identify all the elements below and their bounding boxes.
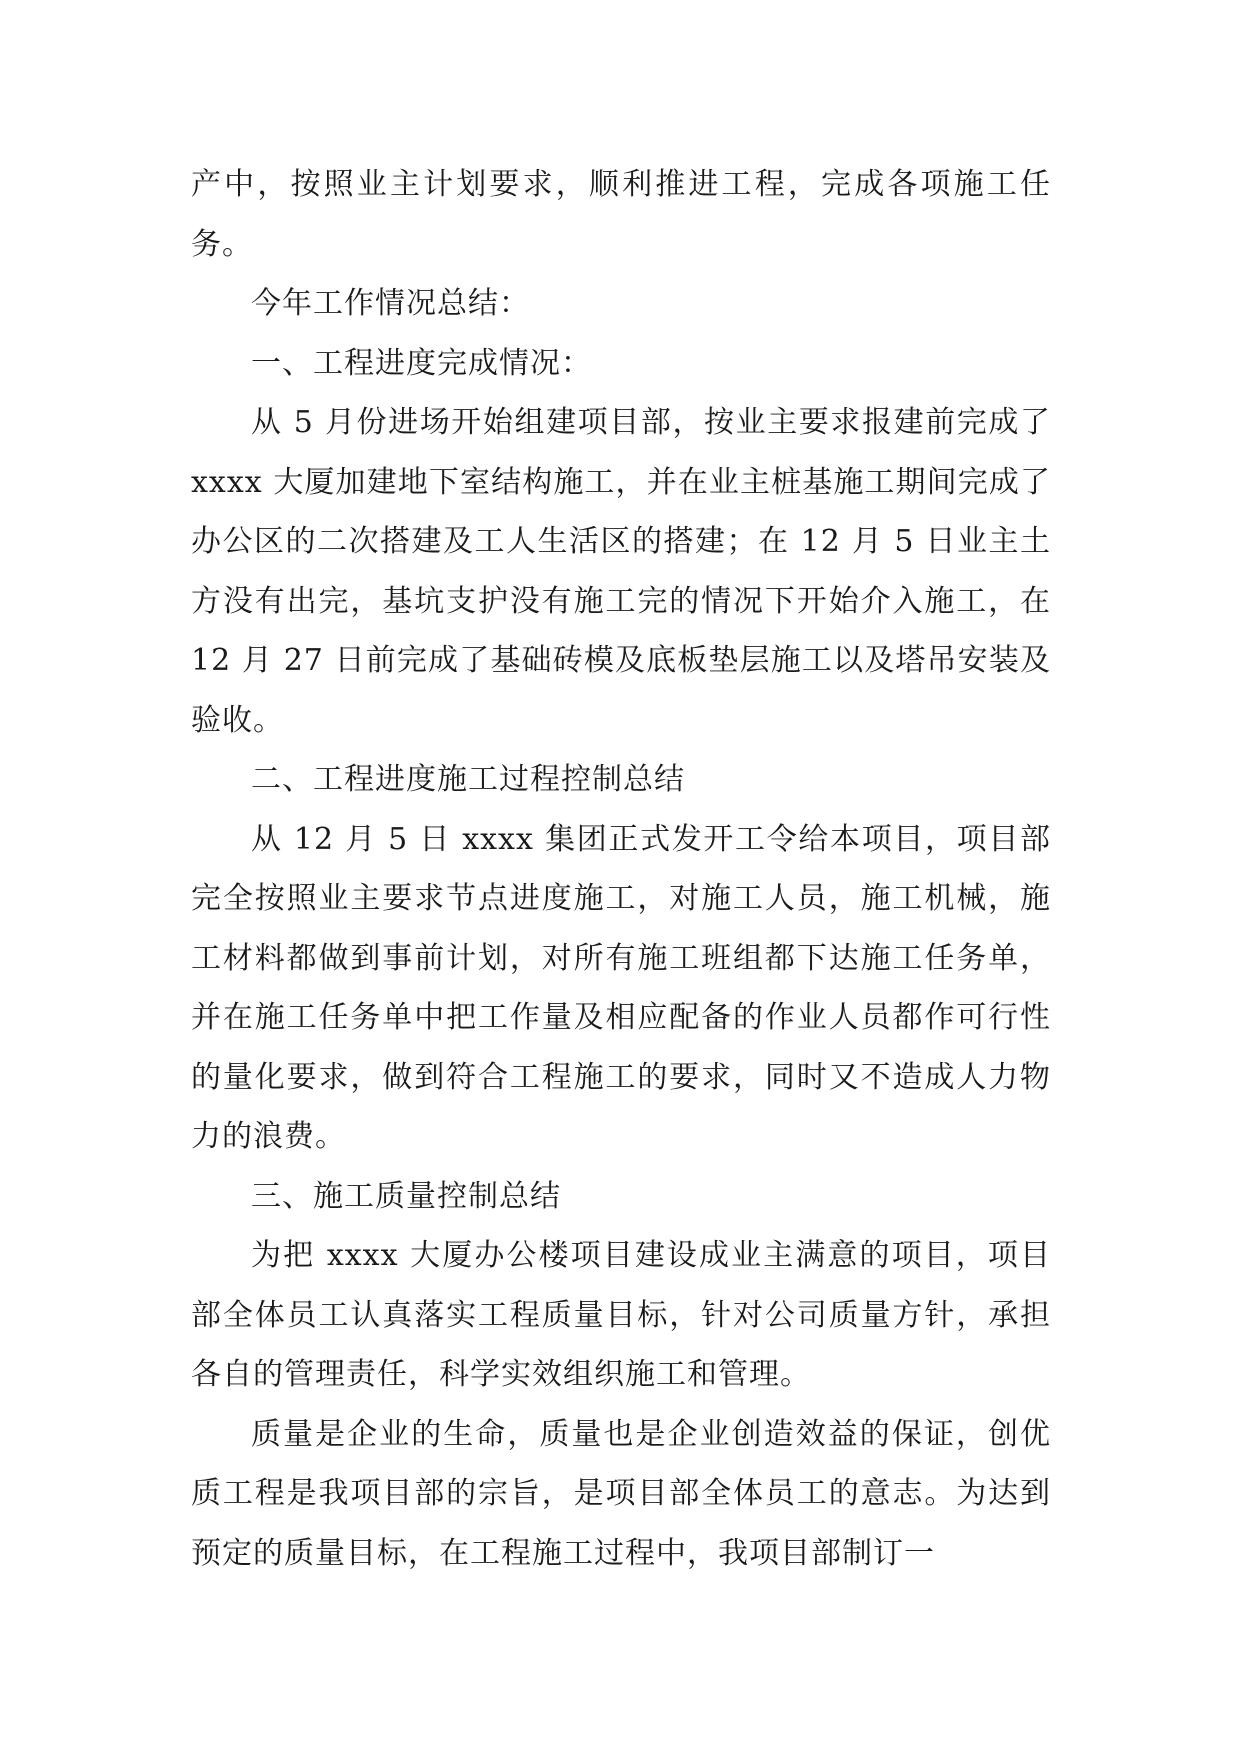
paragraph-quality-life: 质量是企业的生命，质量也是企业创造效益的保证，创优质工程是我项目部的宗旨，是项目部全体员工的意志。为达到预定的质量目标，在工程施工过程中，我项目部制订一 xyxy=(191,1416,1051,1571)
paragraph-quality-goal: 为把 xxxx 大厦办公楼项目建设成业主满意的项目，项目部全体员工认真落实工程质量目标，针对公司质量方针，承担各自的管理责任，科学实效组织施工和管理。 xyxy=(191,1238,1051,1392)
section-heading-process-control: 二、工程进度施工过程控制总结 xyxy=(251,762,685,797)
paragraph-process-control: 从 12 月 5 日 xxxx 集团正式发开工令给本项目，项目部完全按照业主要求节点进度施工，对施工人员，施工机械，施工材料都做到事前计划，对所有施工班组都下达施工任务单，并在施工任务单中把工作量及相应配备的作业人员都作可行性的量化要求，做到符合工程施工的要求，同时又不造成人力物力的浪费。 xyxy=(191,821,1051,1154)
paragraph-continuation: 产中，按照业主计划要求，顺利推进工程，完成各项施工任务。 xyxy=(191,167,1051,262)
section-heading-quality-control: 三、施工质量控制总结 xyxy=(251,1178,561,1214)
document-body xyxy=(191,155,1051,1583)
paragraph-progress: 从 5 月份进场开始组建项目部，按业主要求报建前完成了 xxxx 大厦加建地下室结构施工，并在业主桩基施工期间完成了办公区的二次搭建及工人生活区的搭建；在 12 月 5 日业主土方没有出完，基坑支护没有施工完的情况下开始介入施工，在 12 月 27 日前完成了基础砖模及底板垫层施工以及塔吊安装及验收。 xyxy=(191,405,1051,738)
section-heading-progress: 一、工程进度完成情况： xyxy=(251,345,592,381)
section-title-summary: 今年工作情况总结： xyxy=(251,286,530,321)
